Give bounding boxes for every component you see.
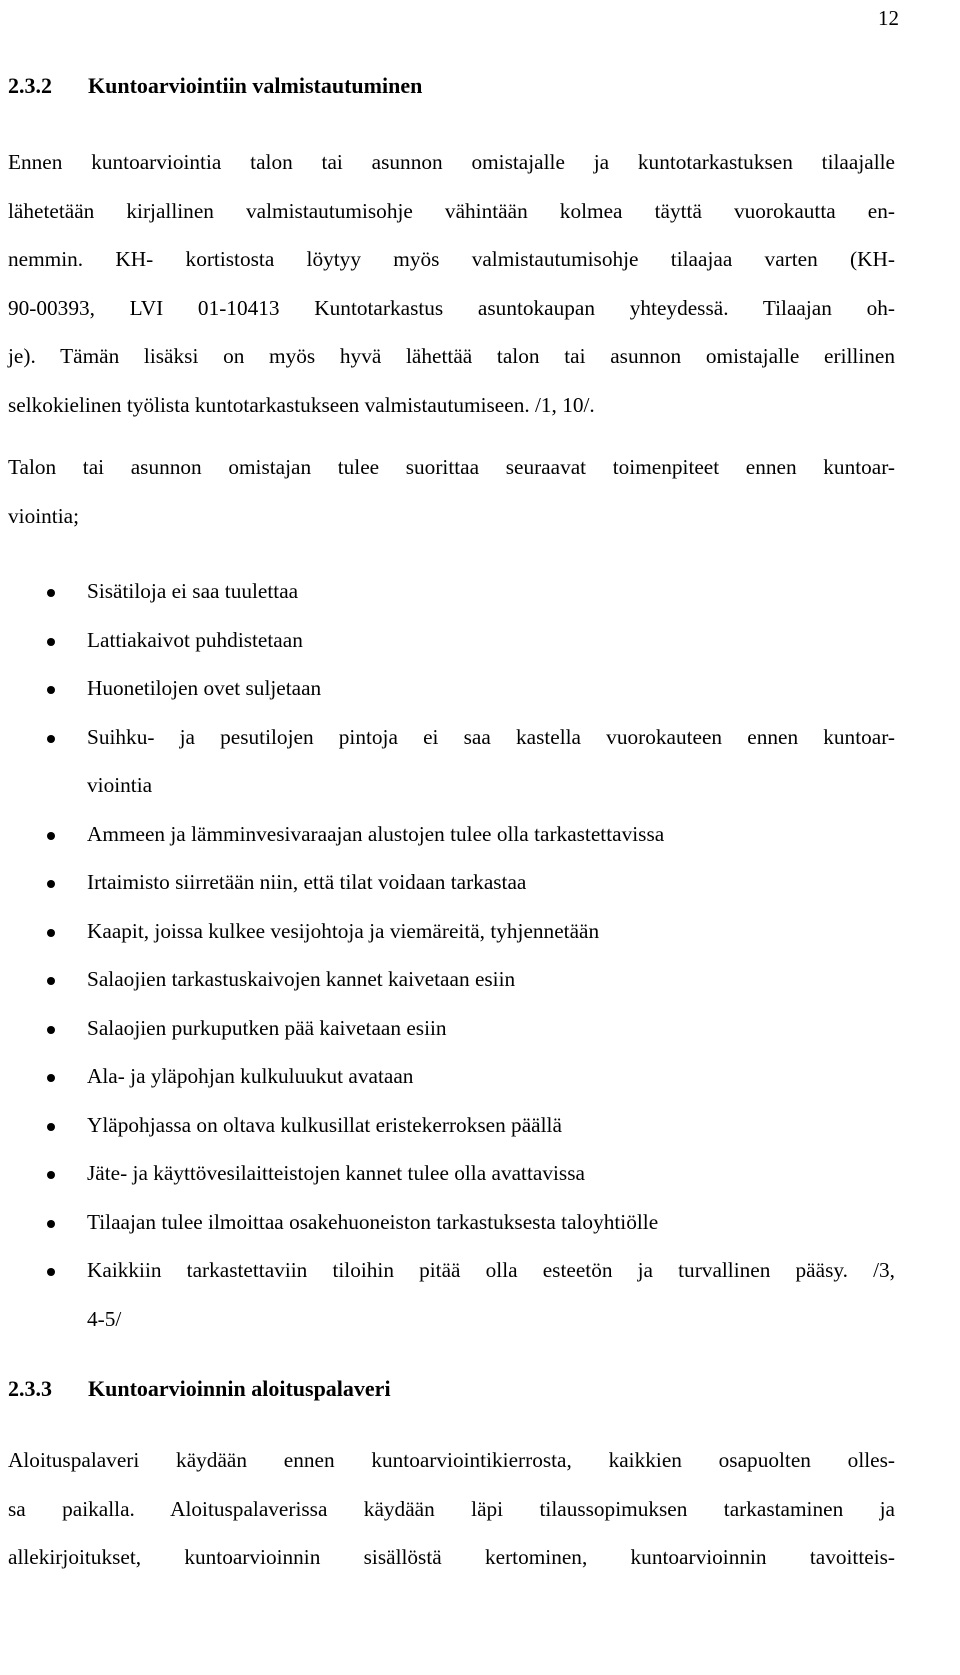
bullet-icon [47,977,55,985]
list-item: Ala- ja yläpohjan kulkuluukut avataan [0,1052,895,1101]
list-item: Jäte- ja käyttövesilaitteistojen kannet tulee olla avattavissa [0,1149,895,1198]
list-item: Lattiakaivot puhdistetaan [0,616,895,665]
bullet-icon [47,880,55,888]
section-title: Kuntoarviointiin valmistautuminen [88,73,423,98]
bullet-icon [47,929,55,937]
owner-task-list [0,567,960,1343]
bullet-icon [47,1026,55,1034]
list-item: Sisätiloja ei saa tuulettaa [0,567,895,616]
bullet-icon [47,735,55,743]
paragraph-line: sa paikalla. Aloituspalaverissa käydään läpi tilaussopimuksen tarkastaminen ja [8,1496,895,1521]
section-number: 2.3.3 [8,1376,52,1401]
list-item: Yläpohjassa on oltava kulkusillat eristekerroksen päällä [0,1101,895,1150]
bullet-icon [47,1268,55,1276]
bullet-icon [47,589,55,597]
list-item: Suihku- ja pesutilojen pintoja ei saa kastella vuorokauteen ennen kuntoar- viointia [0,713,895,810]
section-heading-2-3-2 [8,73,422,99]
section-title: Kuntoarvioinnin aloituspalaveri [88,1376,391,1401]
paragraph-line: Aloituspalaveri käydään ennen kuntoarviointikierrosta, kaikkien osapuolten olles- [8,1448,895,1472]
bullet-icon [47,638,55,646]
kickoff-paragraph [8,1436,895,1582]
page-number: 12 [878,6,899,30]
bullet-icon [47,686,55,694]
list-item: Ammeen ja lämminvesivaraajan alustojen tulee olla tarkastettavissa [0,810,895,859]
bullet-icon [47,1171,55,1179]
intro-paragraph [8,138,895,429]
list-item: Irtaimisto siirretään niin, että tilat voidaan tarkastaa [0,858,895,907]
paragraph-line: Talon tai asunnon omistajan tulee suorittaa seuraavat toimenpiteet ennen kuntoar- [8,455,895,479]
section-heading-2-3-3 [8,1376,391,1402]
bullet-icon [47,1220,55,1228]
list-item: Tilaajan tulee ilmoittaa osakehuoneiston tarkastuksesta taloyhtiölle [0,1198,895,1247]
list-item: Huonetilojen ovet suljetaan [0,664,895,713]
bullet-icon [47,832,55,840]
list-item: Salaojien tarkastuskaivojen kannet kaivetaan esiin [0,955,895,1004]
list-item: Salaojien purkuputken pää kaivetaan esiin [0,1004,895,1053]
section-number: 2.3.2 [8,73,52,98]
paragraph-line: nemmin. KH- kortistosta löytyy myös valmistautumisohje tilaajaa varten (KH- [8,247,895,271]
paragraph-line: allekirjoitukset, kuntoarvioinnin sisällöstä kertominen, kuntoarvioinnin tavoitteis- [8,1545,895,1569]
paragraph-line: 90-00393, LVI 01-10413 Kuntotarkastus asuntokaupan yhteydessä. Tilaajan oh- [8,295,895,320]
paragraph-line: lähetetään kirjallinen valmistautumisohje vähintään kolmea täyttä vuorokautta en- [8,198,895,223]
list-item: Kaapit, joissa kulkee vesijohtoja ja viemäreitä, tyhjennetään [0,907,895,956]
bullet-icon [47,1123,55,1131]
owner-tasks-intro [8,443,895,540]
list-item: Kaikkiin tarkastettaviin tiloihin pitää olla esteetön ja turvallinen pääsy. /3, 4-5/ [0,1246,895,1343]
bullet-icon [47,1074,55,1082]
paragraph-line: je). Tämän lisäksi on myös hyvä lähettää talon tai asunnon omistajalle erillinen [8,344,895,368]
paragraph-line: selkokielinen työlista kuntotarkastukseen valmistautumiseen. /1, 10/. [8,392,595,417]
paragraph-line: Ennen kuntoarviointia talon tai asunnon omistajalle ja kuntotarkastuksen tilaajalle [8,150,895,174]
paragraph-line: viointia; [8,503,79,528]
